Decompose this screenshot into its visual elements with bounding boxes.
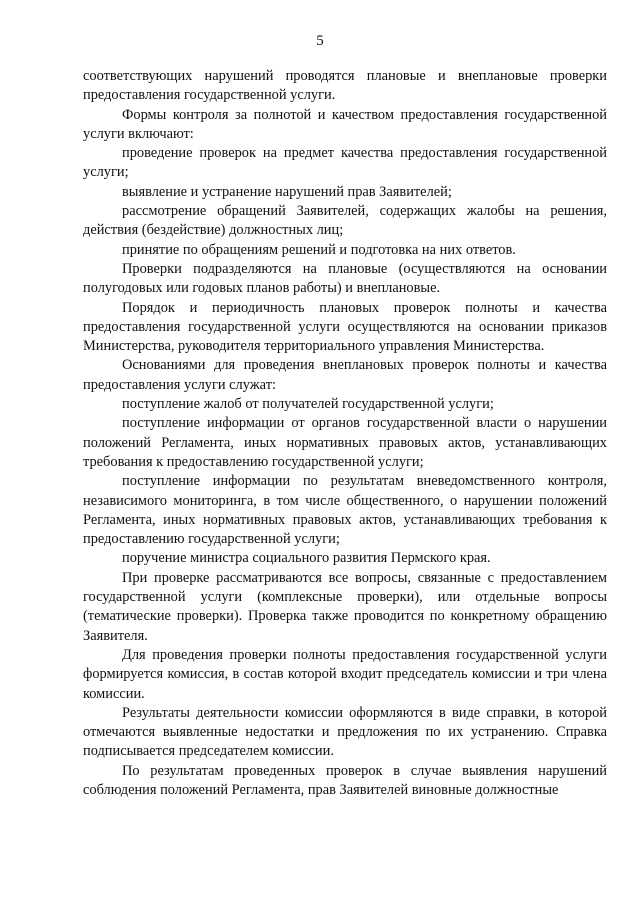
paragraph: проведение проверок на предмет качества предоставления государственной услуги; [83, 145, 607, 181]
paragraph: поручение министра социального развития Пермского края. [122, 550, 491, 567]
page-number: 5 [316, 33, 324, 49]
paragraph: принятие по обращениям решений и подготовка на них ответов. [122, 241, 516, 258]
paragraph: Для проведения проверки полноты предоставления государственной услуги формируется комиссия, в состав которой входит председатель комиссии и три члена комиссии. [83, 646, 607, 702]
paragraph: Порядок и периодичность плановых проверок полноты и качества предоставления государственной услуги осуществляются на основании приказов Министерства, руководителя территориального управления Министерства. [83, 299, 607, 355]
document-body [83, 67, 607, 800]
paragraph: соответствующих нарушений проводятся плановые и внеплановые проверки предоставления государственной услуги. [83, 68, 607, 104]
paragraph: При проверке рассматриваются все вопросы, связанные с предоставлением государственной услуги (комплексные проверки), или отдельные вопросы (тематические проверки). Проверка также проводится по конкретному обращению Заявителя. [83, 569, 607, 644]
paragraph: поступление жалоб от получателей государственной услуги; [122, 396, 494, 413]
paragraph: поступление информации по результатам вневедомственного контроля, независимого мониторинга, в том числе общественного, о нарушении положений Регламента, иных нормативных правовых актов, устанавливающих требования к предоставлению государственной услуги; [83, 473, 607, 548]
paragraph: рассмотрение обращений Заявителей, содержащих жалобы на решения, действия (бездействие) должностных лиц; [83, 203, 607, 239]
paragraph: Проверки подразделяются на плановые (осуществляются на основании полугодовых или годовых планов работы) и внеплановые. [83, 260, 607, 297]
paragraph: Формы контроля за полнотой и качеством предоставления государственной услуги включают: [83, 106, 607, 142]
paragraph: По результатам проведенных проверок в случае выявления нарушений соблюдения положений Регламента, прав Заявителей виновные должностные [83, 762, 607, 798]
paragraph: поступление информации от органов государственной власти о нарушении положений Регламента, иных нормативных правовых актов, устанавливающих требования к предоставлению государственной услуги; [83, 415, 607, 470]
paragraph: Результаты деятельности комиссии оформляются в виде справки, в которой отмечаются выявленные недостатки и предложения по их устранению. Справка подписывается председателем комиссии. [83, 704, 607, 760]
paragraph: выявление и устранение нарушений прав Заявителей; [122, 183, 452, 200]
paragraph: Основаниями для проведения внеплановых проверок полноты и качества предоставления услуги служат: [83, 357, 607, 393]
